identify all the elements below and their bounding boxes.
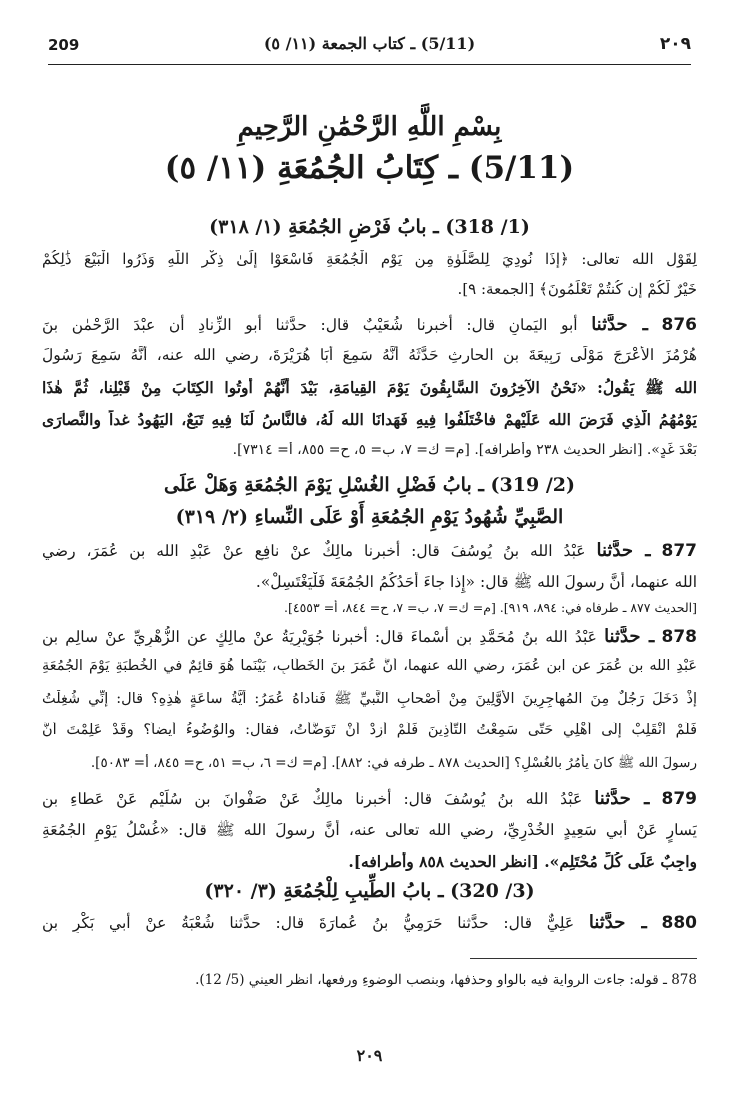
- hadith-text: عَلِيٌّ قال: حدَّثنا حَرَمِيُّ بنُ عُمارَةَ قال: حدَّثنا شُعْبَةُ عنْ أبي بَكْرِ بنِ: [42, 914, 575, 932]
- hadith-877-line-1: [42, 540, 697, 561]
- hadith-opening: ـ حدَّثنا: [591, 314, 648, 335]
- page-number-arabic: ٢٠٩: [659, 34, 691, 54]
- hadith-876-line-2: هُرْمُزَ الأعْرَجَ مَوْلَى رَبِيعَةَ بنِ الحارِثِ حَدَّثَهُ أنَّهُ سَمِعَ أبَا هُرَيْرَةَ، رضي الله عنه، أنَّهُ سَمِعَ رَسُولَ: [42, 346, 697, 364]
- hadith-text: عَبْدُ الله بنُ يُوسُفَ قال: أخبرنا مالِكٌ عنْ نافِعٍ عنْ عَبْدِ الله بنِ عُمَرَ، رضي: [42, 542, 586, 560]
- hadith-876-line-3: الله ﷺ يَقُولُ: «نَحْنُ الآخِرُونَ السَّابِقُونَ يَوْمَ القِيامَةِ، بَيْدَ أَنَّهُمْ أُوتُوا الكِتَابَ مِنْ قَبْلِنا، ثُمَّ هٰذَا: [42, 378, 697, 397]
- quran-line-2: خَيْرٌ لَّكُمْ إِن كُنتُمْ تَعْلَمُونَ﴾ [الجمعة: ٩].: [457, 280, 697, 298]
- hadith-text: أبو اليَمانِ قال: أخبرنا شُعَيْبٌ قال: حدَّثنا أبو الزِّنادِ أن عبْدَ الرَّحْمٰنِ بنَ: [42, 316, 578, 334]
- running-title: (5/11) ـ كتاب الجمعة (١١/ ٥): [263, 34, 476, 53]
- page-header: [48, 30, 691, 65]
- hadith-876-line-1: [42, 314, 697, 335]
- basmala: بِسْمِ اللَّهِ الرَّحْمَٰنِ الرَّحِيمِ: [237, 112, 502, 142]
- chapter-heading-3: (3/ 320) ـ بابُ الطِّيبِ لِلْجُمُعَةِ (٣/ ٣٢٠): [204, 880, 535, 902]
- chapter-heading-2-line-2: الصَّبِيِّ شُهُودُ يَوْمِ الجُمُعَةِ أَوْ عَلَى النِّساءِ (٢/ ٣١٩): [175, 506, 564, 528]
- hadith-878-line-2: عَبْدِ الله بنِ عُمَرَ عنِ ابنِ عُمَرَ، رضي الله عنهما، أنَّ عُمَرَ بنَ الخَطَّابِ، بَيْنَما هُوَ قائِمٌ في الخُطْبَةِ يَوْمَ الجُمُعَةِ: [42, 658, 697, 674]
- hadith-number: 878: [661, 627, 697, 647]
- quran-line-1: لِقَوْلِ الله تعالى: ﴿إِذَا نُودِيَ لِلصَّلَوٰةِ مِن يَوْمِ الْجُمُعَةِ فَاسْعَوْا إِلَىٰ ذِكْرِ اللَّهِ وَذَرُوا الْبَيْعَ ذَٰلِكُمْ: [42, 250, 697, 268]
- hadith-879-line-3: واجِبٌ عَلَى كُلِّ مُحْتَلِمٍ». [انظر الحديث ٨٥٨ وأطرافه].: [348, 852, 697, 871]
- chapter-heading-2-line-1: (2/ 319) ـ بابُ فَضْلِ الغُسْلِ يَوْمَ الجُمُعَةِ وَهَلْ عَلَى: [163, 474, 575, 496]
- hadith-text: عَبْدُ الله بنُ مُحَمَّدِ بنِ أسْماءَ قال: أخبرنا جُوَيْرِيَةُ عنْ مالِكٍ عنِ الزُّهْرِيِّ عنْ سالِمِ بنِ: [42, 628, 597, 646]
- hadith-text: عَبْدُ الله بنُ يُوسُفَ قال: أخبرنا مالِكٌ عَنْ صَفْوانَ بنِ سُلَيْمٍ عَنْ عَطاءِ بنِ: [42, 790, 583, 808]
- hadith-878-line-5: رسولَ الله ﷺ كانَ يأمُرُ بالغُسْلِ؟ [الحديث ٨٧٨ ـ طرفه في: ٨٨٢]. [م= ك= ٦، ب= ٥١، ح= ٨٤٥، أ= ٥٠٨٣].: [90, 755, 697, 771]
- chapter-heading-1: (1/ 318) ـ بابُ فَرْضِ الجُمُعَةِ (١/ ٣١٨): [209, 216, 530, 238]
- hadith-877-line-2: الله عنهما، أنَّ رسولَ الله ﷺ قال: «إِذا جاءَ أَحَدُكُمُ الجُمُعَةَ فَلْيَغْتَسِلْ».: [255, 573, 697, 591]
- hadith-number: 879: [661, 789, 697, 809]
- hadith-877-reference: [الحديث ٨٧٧ ـ طرفاه في: ٨٩٤، ٩١٩]. [م= ك= ٧، ب= ٧، ح= ٨٤٤، أ= ٤٥٥٣].: [284, 600, 697, 615]
- bottom-page-number: ٢٠٩: [356, 1046, 383, 1065]
- hadith-number: 877: [661, 541, 697, 561]
- book-title: (5/11) ـ كِتَابُ الجُمُعَةِ (١١/ ٥): [164, 150, 575, 186]
- hadith-opening: ـ حدَّثنا: [604, 626, 655, 647]
- hadith-opening: ـ حدَّثنا: [594, 788, 650, 809]
- hadith-opening: ـ حدَّثنا: [596, 540, 651, 561]
- hadith-878-line-1: [42, 626, 697, 647]
- hadith-number: 880: [661, 913, 697, 933]
- hadith-878-line-4: فَلَمْ أَنْقَلِبْ إلَى أَهْلِي حَتَّى سَمِعْتُ التَّأْذِينَ فَلَمْ أَزِدْ أنْ تَوَضَّأْتُ، فقال: والوُضُوءُ أيضاً؟ وقَدْ عَلِمْتَ أنَّ: [42, 722, 697, 738]
- hadith-876-line-5: بَعْدَ غَدٍ». [انظر الحديث ٢٣٨ وأطرافه]. [م= ك= ٧، ب= ٥، ح= ٨٥٥، أ= ٧٣١٤].: [232, 442, 697, 458]
- hadith-880-line-1: [42, 912, 697, 933]
- hadith-number: 876: [661, 315, 697, 335]
- footnote: 878 ـ قوله: جاءت الرواية فيه بالواو وحذفها، وبنصب الوضوءِ ورفعها، انظر العيني (5/ 12).: [195, 972, 697, 988]
- hadith-876-line-4: يَوْمُهُمُ الَّذِي فَرَضَ الله عَلَيْهِمْ فاخْتَلَفُوا فِيهِ فَهَدانَا الله لَهُ، فالنَّاسُ لَنَا فِيهِ تَبَعٌ، اليَهُودُ غداً والنَّصارَى: [42, 410, 697, 429]
- hadith-879-line-2: يَسارٍ عَنْ أبي سَعِيدٍ الخُدْرِيِّ، رضي الله تعالى عنه، أنَّ رسولَ الله ﷺ قال: «غُسْلُ يَوْمِ الجُمُعَةِ: [42, 821, 697, 839]
- hadith-878-line-3: إذْ دَخَلَ رَجُلٌ مِنَ المُهاجِرِينَ الأَوَّلِينَ مِنْ أصْحابِ النَّبيِّ ﷺ فَناداهُ عُمَرُ: أيَّةُ ساعَةٍ هٰذِهِ؟ قال: إنِّي شُغِلْتُ: [42, 691, 697, 707]
- hadith-879-line-1: [42, 788, 697, 809]
- hadith-opening: ـ حدَّثنا: [588, 912, 647, 933]
- page-number-latin: 209: [48, 36, 80, 54]
- footnote-rule: [470, 958, 697, 959]
